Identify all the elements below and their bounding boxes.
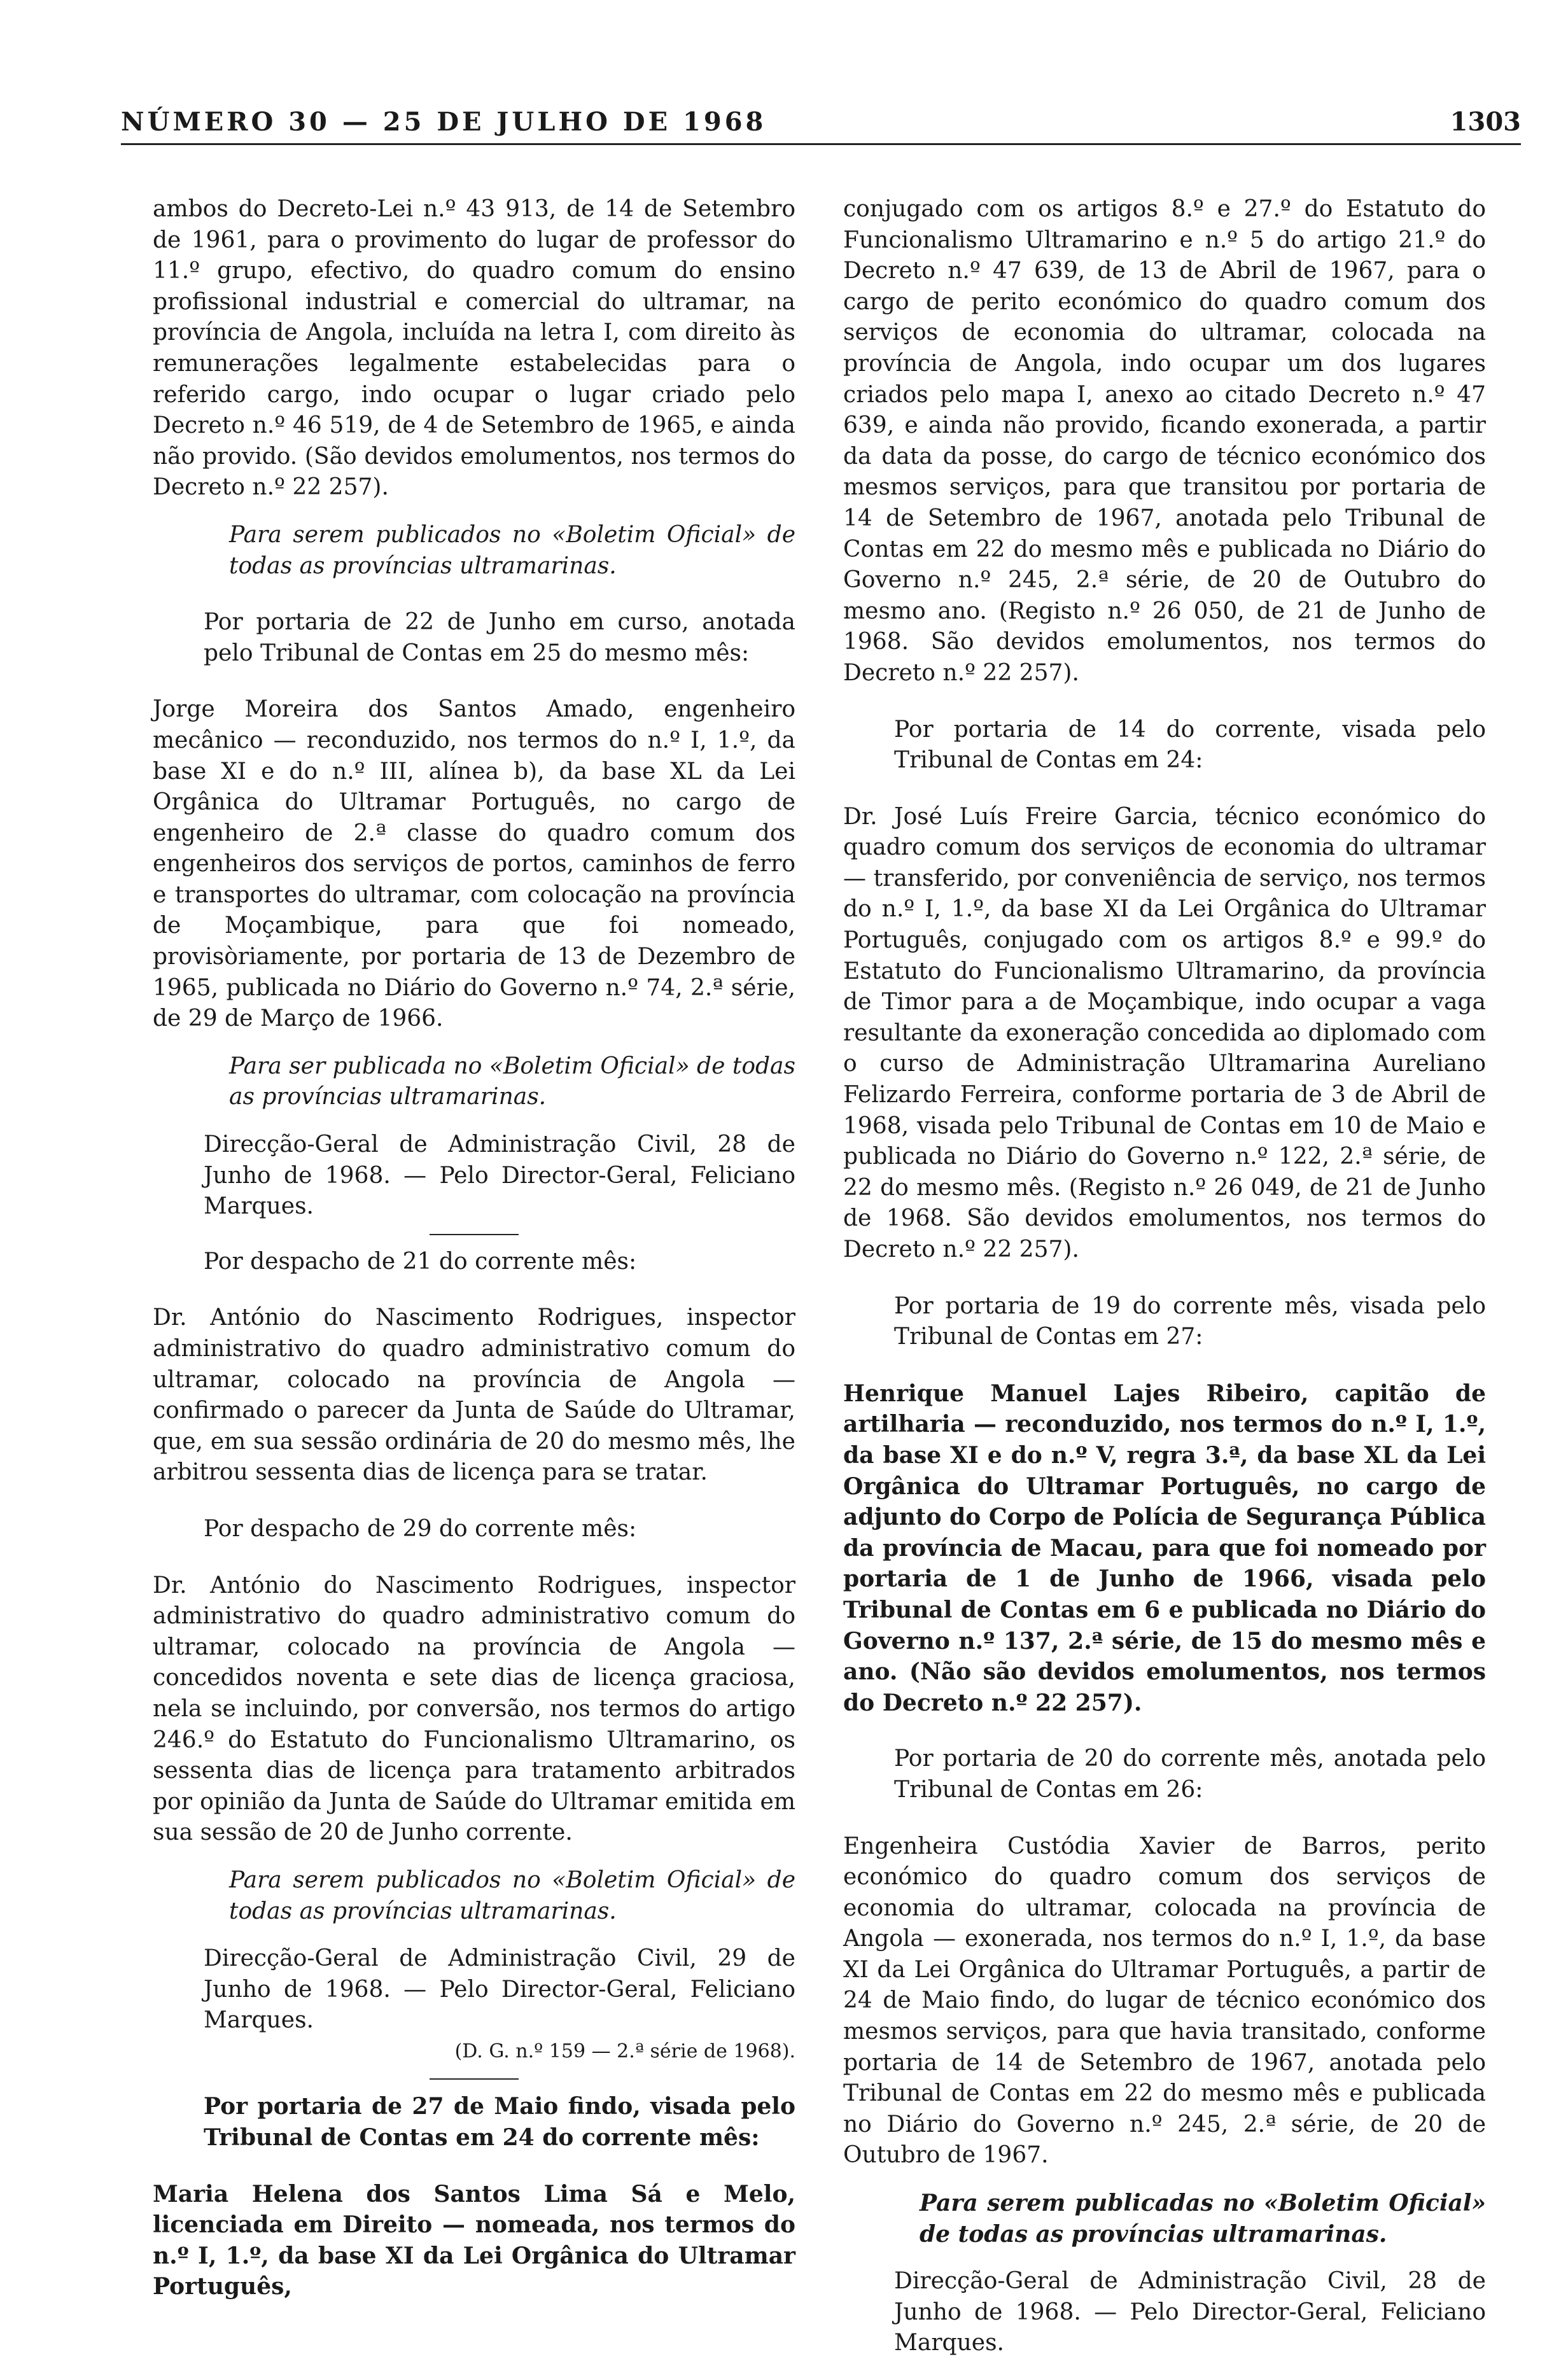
paragraph: Maria Helena dos Santos Lima Sá e Melo, licenciada em Direito — nomeada, nos termos do n.º I, 1.º, da base XI da Lei Orgânica do Ultramar Português,	[153, 2180, 795, 2300]
page-header	[121, 105, 1521, 145]
signature-line: Direcção-Geral de Administração Civil, 28 de Junho de 1968. — Pelo Director-Geral, Feliciano Marques.	[894, 2268, 1486, 2356]
portaria-heading: Por portaria de 14 do corrente, visada pelo Tribunal de Contas em 24:	[894, 716, 1486, 774]
despacho-heading: Por despacho de 29 do corrente mês:	[204, 1515, 637, 1542]
citation: (D. G. n.º 159 — 2.ª série de 1968).	[454, 2040, 795, 2062]
portaria-heading: Por portaria de 20 do corrente mês, anotada pelo Tribunal de Contas em 26:	[894, 1746, 1486, 1803]
portaria-heading: Por portaria de 19 do corrente mês, visada pelo Tribunal de Contas em 27:	[894, 1292, 1486, 1350]
paragraph: Engenheira Custódia Xavier de Barros, perito económico do quadro comum dos serviços de economia do ultramar, colocada na província de Angola — exonerada, nos termos do n.º I, 1.º, da base XI da Lei Orgânica do Ultramar Português, a partir de 24 de Maio findo, do lugar de técnico económico dos mesmos serviços, para que havia transitado, conforme portaria de 14 de Setembro de 1967, anotada pelo Tribunal de Contas em 22 do mesmo mês e publicada no Diário do Governo n.º 245, 2.ª série, de 20 de Outubro de 1967.	[843, 1833, 1486, 2169]
publication-note: Para serem publicados no «Boletim Oficial» de todas as províncias ultramarinas.	[229, 1866, 795, 1924]
paragraph: Dr. António do Nascimento Rodrigues, inspector administrativo do quadro administrativo comum do ultramar, colocado na província de Angola — confirmado o parecer da Junta de Saúde do Ultramar, que, em sua sessão ordinária de 20 do mesmo mês, lhe arbitrou sessenta dias de licença para se tratar.	[153, 1305, 795, 1486]
publication-note: Para serem publicadas no «Boletim Oficial» de todas as províncias ultramarinas.	[920, 2190, 1486, 2248]
despacho-heading: Por despacho de 21 do corrente mês:	[204, 1248, 637, 1275]
paragraph: ambos do Decreto-Lei n.º 43 913, de 14 de Setembro de 1961, para o provimento do lugar de professor do 11.º grupo, efectivo, do quadro comum do ensino profissional industrial e comercial do ultramar, na província de Angola, incluída na letra I, com direito às remunerações legalmente estabelecidas para o referido cargo, indo ocupar o lugar criado pelo Decreto n.º 46 519, de 4 de Setembro de 1965, e ainda não provido. (São devidos emolumentos, nos termos do Decreto n.º 22 257).	[153, 196, 795, 501]
page-number: 1303	[1450, 107, 1521, 137]
issue-line: NÚMERO 30 — 25 DE JULHO DE 1968	[121, 107, 767, 137]
section-divider	[430, 1234, 519, 1235]
right-column	[843, 194, 1486, 2359]
section-divider	[430, 2078, 519, 2080]
signature-line: Direcção-Geral de Administração Civil, 28 de Junho de 1968. — Pelo Director-Geral, Feliciano Marques.	[204, 1131, 795, 1220]
paragraph: Jorge Moreira dos Santos Amado, engenheiro mecânico — reconduzido, nos termos do n.º I, 1.º, da base XI e do n.º III, alínea b), da base XL da Lei Orgânica do Ultramar Português, no cargo de engenheiro de 2.ª classe do quadro comum dos engenheiros dos serviços de portos, caminhos de ferro e transportes do ultramar, com colocação na província de Moçambique, para que foi nomeado, provisòriamente, por portaria de 13 de Dezembro de 1965, publicada no Diário do Governo n.º 74, 2.ª série, de 29 de Março de 1966.	[153, 696, 795, 1032]
publication-note: Para ser publicada no «Boletim Oficial» de todas as províncias ultramarinas.	[229, 1053, 795, 1110]
paragraph: Dr. António do Nascimento Rodrigues, inspector administrativo do quadro administrativo comum do ultramar, colocado na província de Angola — concedidos noventa e sete dias de licença graciosa, nela se incluindo, por conversão, nos termos do artigo 246.º do Estatuto do Funcionalismo Ultramarino, os sessenta dias de licença para tratamento arbitrados por opinião da Junta de Saúde do Ultramar emitida em sua sessão de 20 de Junho corrente.	[153, 1572, 795, 1846]
portaria-heading: Por portaria de 27 de Maio findo, visada pelo Tribunal de Contas em 24 do corrente mês:	[204, 2093, 795, 2152]
left-column	[153, 194, 795, 2302]
paragraph: conjugado com os artigos 8.º e 27.º do Estatuto do Funcionalismo Ultramarino e n.º 5 do artigo 21.º do Decreto n.º 47 639, de 13 de Abril de 1967, para o cargo de perito económico do quadro comum dos serviços de economia do ultramar, colocada na província de Angola, indo ocupar um dos lugares criados pelo mapa I, anexo ao citado Decreto n.º 47 639, e ainda não provido, ficando exonerada, a partir da data da posse, do cargo de técnico económico dos mesmos serviços, para que transitou por portaria de 14 de Setembro de 1967, anotada pelo Tribunal de Contas em 22 do mesmo mês e publicada no Diário do Governo n.º 245, 2.ª série, de 20 de Outubro do mesmo ano. (Registo n.º 26 050, de 21 de Junho de 1968. São devidos emolumentos, nos termos do Decreto n.º 22 257).	[843, 196, 1486, 686]
portaria-heading: Por portaria de 22 de Junho em curso, anotada pelo Tribunal de Contas em 25 do mesmo mês:	[204, 609, 795, 666]
signature-line: Direcção-Geral de Administração Civil, 29 de Junho de 1968. — Pelo Director-Geral, Feliciano Marques.	[204, 1945, 795, 2034]
paragraph: Henrique Manuel Lajes Ribeiro, capitão de artilharia — reconduzido, nos termos do n.º I, 1.º, da base XI e do n.º V, regra 3.ª, da base XL da Lei Orgânica do Ultramar Português, no cargo de adjunto do Corpo de Polícia de Segurança Pública da província de Macau, para que foi nomeado por portaria de 1 de Junho de 1966, visada pelo Tribunal de Contas em 6 e publicada no Diário do Governo n.º 137, 2.ª série, de 15 do mesmo mês e ano. (Não são devidos emolumentos, nos termos do Decreto n.º 22 257).	[843, 1380, 1486, 1716]
paragraph: Dr. José Luís Freire Garcia, técnico económico do quadro comum dos serviços de economia do ultramar — transferido, por conveniência de serviço, nos termos do n.º I, 1.º, da base XI da Lei Orgânica do Ultramar Português, conjugado com os artigos 8.º e 99.º do Estatuto do Funcionalismo Ultramarino, da província de Timor para a de Moçambique, indo ocupar a vaga resultante da exoneração concedida ao diplomado com o curso de Administração Ultramarina Aureliano Felizardo Ferreira, conforme portaria de 3 de Abril de 1968, visada pelo Tribunal de Contas em 10 de Maio e publicada no Diário do Governo n.º 122, 2.ª série, de 22 do mesmo mês. (Registo n.º 26 049, de 21 de Junho de 1968. São devidos emolumentos, nos termos do Decreto n.º 22 257).	[843, 803, 1486, 1263]
publication-note: Para serem publicados no «Boletim Oficial» de todas as províncias ultramarinas.	[229, 521, 795, 579]
